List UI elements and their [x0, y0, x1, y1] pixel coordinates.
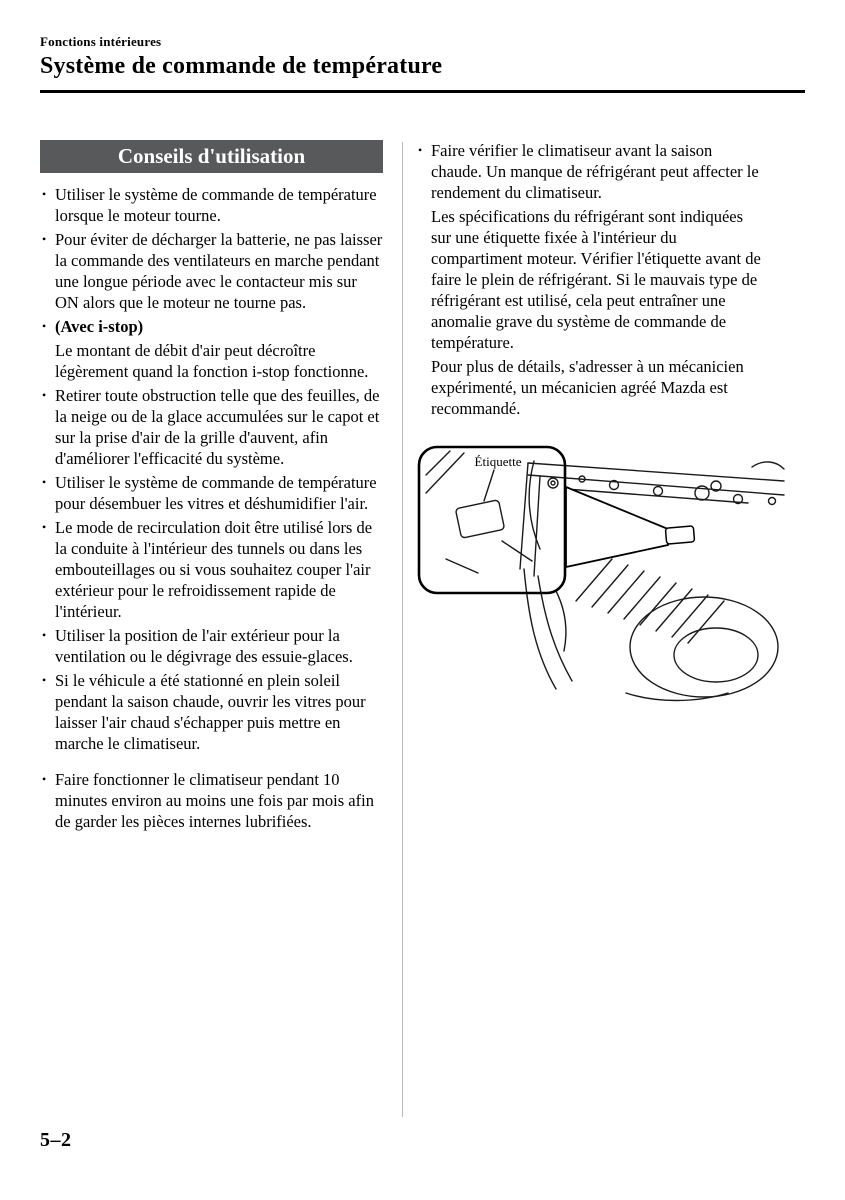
list-item-text: Les spécifications du réfrigérant sont indiquées sur une étiquette fixée à l'intérieur du compartiment moteur. Vérifier l'étiquette avant de faire le plein de réfrigérant. Si le mauvais type de réfrigérant est utilisé, cela peut entraîner une anomalie grave du système de commande de température. — [431, 207, 761, 352]
list-item — [416, 206, 765, 353]
right-bullet-list — [416, 140, 765, 419]
content-columns — [40, 140, 805, 1117]
figure-label-etiquette: Étiquette — [474, 454, 522, 469]
list-item-text: Le montant de débit d'air peut décroître légèrement quand la fonction i-stop fonctionne. — [55, 341, 369, 381]
right-column — [416, 140, 765, 711]
refrigerant-label — [455, 500, 504, 538]
engine-compartment-illustration — [416, 441, 786, 711]
bullet-marker: • — [42, 475, 47, 489]
list-item-text: Faire fonctionner le climatiseur pendant 10 minutes environ au moins une fois par mois afin de garder les pièces internes lubrifiées. — [55, 770, 374, 831]
engine-figure — [416, 441, 765, 711]
list-item — [40, 625, 383, 667]
list-item-text: (Avec i-stop) — [55, 317, 144, 336]
bullet-marker: • — [42, 388, 47, 402]
list-item — [416, 140, 765, 203]
list-item — [40, 316, 383, 337]
page-title: Système de commande de température — [40, 53, 443, 79]
list-item-text: Retirer toute obstruction telle que des feuilles, de la neige ou de la glace accumulées sur le capot et sur la prise d'air de la grille d'auvent, afin d'améliorer l'efficacité du système. — [55, 386, 380, 468]
list-item — [40, 340, 383, 382]
list-item-text: Utiliser le système de commande de température lorsque le moteur tourne. — [55, 185, 377, 225]
list-item — [40, 769, 383, 832]
list-item-text: Pour éviter de décharger la batterie, ne pas laisser la commande des ventilateurs en marche pendant une longue période avec le contacteur mis sur ON alors que le moteur ne tourne pas. — [55, 230, 383, 312]
label-location-marker — [665, 526, 694, 544]
left-column — [40, 140, 383, 835]
list-item — [40, 184, 383, 226]
bullet-marker: • — [42, 319, 47, 333]
list-item — [40, 229, 383, 313]
page-number: 5–2 — [40, 1129, 72, 1151]
bullet-marker: • — [42, 673, 47, 687]
page-footer — [40, 1129, 72, 1152]
list-item-text: Pour plus de détails, s'adresser à un mécanicien expérimenté, un mécanicien agréé Mazda est recommandé. — [431, 357, 744, 418]
label-inset — [419, 447, 565, 593]
bullet-marker: • — [42, 232, 47, 246]
list-item-text: Si le véhicule a été stationné en plein soleil pendant la saison chaude, ouvrir les vitres pour laisser l'air chaud s'échapper puis mettre en marche le climatiseur. — [55, 671, 366, 753]
list-item-text: Utiliser la position de l'air extérieur pour la ventilation ou le dégivrage des essuie-glaces. — [55, 626, 353, 666]
section-label: Fonctions intérieures — [40, 34, 162, 49]
left-bullet-list — [40, 184, 383, 832]
column-divider — [402, 142, 403, 1117]
bullet-marker: • — [418, 143, 423, 157]
list-item — [40, 670, 383, 754]
bullet-marker: • — [42, 628, 47, 642]
list-item-text: Utiliser le système de commande de température pour désembuer les vitres et déshumidifier l'air. — [55, 473, 377, 513]
list-item — [416, 356, 765, 419]
engine-cover-hatching — [576, 559, 724, 643]
list-item — [40, 472, 383, 514]
advice-heading: Conseils d'utilisation — [117, 144, 306, 168]
bullet-marker: • — [42, 520, 47, 534]
advice-heading-box — [40, 140, 383, 173]
list-item-text: Faire vérifier le climatiseur avant la saison chaude. Un manque de réfrigérant peut affecter le rendement du climatiseur. — [431, 141, 759, 202]
list-item — [40, 385, 383, 469]
list-item-text: Le mode de recirculation doit être utilisé lors de la conduite à l'intérieur des tunnels ou dans les embouteillages ou si vous souhaitez couper l'air extérieur pour le refroidissement rapide de l'intérieur. — [55, 518, 373, 621]
title-rule — [40, 90, 805, 93]
bullet-marker: • — [42, 187, 47, 201]
list-item — [40, 517, 383, 622]
page-header — [40, 34, 805, 93]
callout-wedge — [566, 487, 695, 567]
bullet-marker: • — [42, 772, 47, 786]
engine-bay-drawing — [520, 462, 784, 701]
